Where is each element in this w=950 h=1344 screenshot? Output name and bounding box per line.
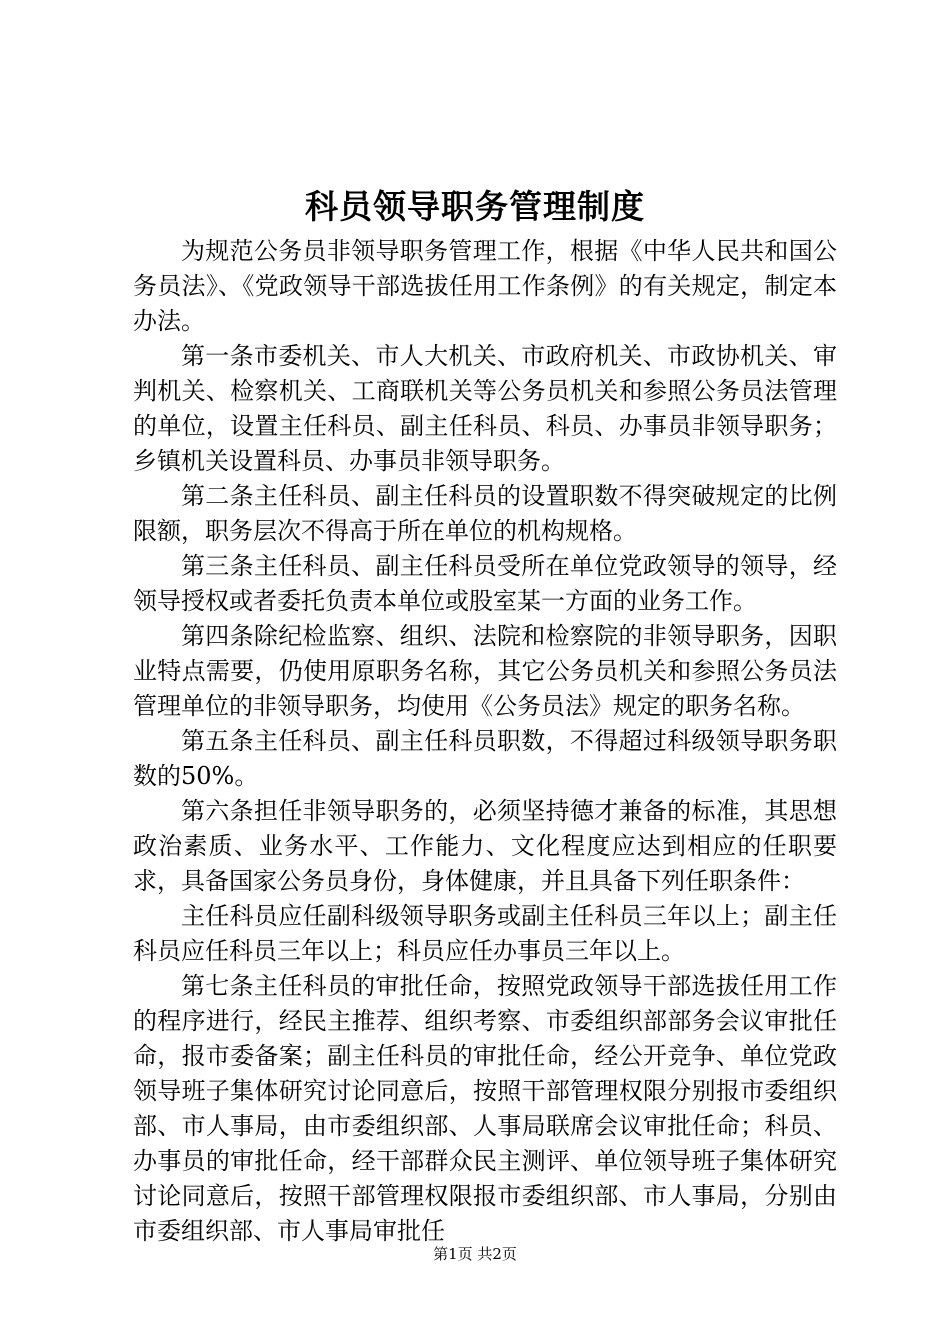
paragraph-preamble: 为规范公务员非领导职务管理工作，根据《中华人民共和国公务员法》、《党政领导干部选拔任用工作条例》的有关规定，制定本办法。: [133, 237, 837, 335]
paragraph-article-1: 第一条市委机关、市人大机关、市政府机关、市政协机关、审判机关、检察机关、工商联机关等公务员机关和参照公务员法管理的单位，设置主任科员、副主任科员、科员、办事员非领导职务；乡镇机关设置科员、办事员非领导职务。: [133, 342, 837, 475]
paragraph-article-4: 第四条除纪检监察、组织、法院和检察院的非领导职务，因职业特点需要，仍使用原职务名称，其它公务员机关和参照公务员法管理单位的非领导职务，均使用《公务员法》规定的职务名称。: [133, 622, 837, 720]
paragraph-article-6-conditions: 主任科员应任副科级领导职务或副主任科员三年以上；副主任科员应任科员三年以上；科员应任办事员三年以上。: [133, 902, 837, 965]
document-body: [133, 234, 837, 1249]
document-title: 科员领导职务管理制度: [305, 187, 645, 226]
paragraph-article-2: 第二条主任科员、副主任科员的设置职数不得突破规定的比例限额，职务层次不得高于所在单位的机构规格。: [133, 482, 837, 545]
paragraph-article-6: 第六条担任非领导职务的，必须坚持德才兼备的标准，其思想政治素质、业务水平、工作能力、文化程度应达到相应的任职要求，具备国家公务员身份，身体健康，并且具备下列任职条件：: [133, 797, 837, 895]
paragraph-article-7: 第七条主任科员的审批任命，按照党政领导干部选拔任用工作的程序进行，经民主推荐、组织考察、市委组织部部务会议审批任命，报市委备案；副主任科员的审批任命，经公开竞争、单位党政领导班子集体研究讨论同意后，按照干部管理权限分别报市委组织部、市人事局，由市委组织部、人事局联席会议审批任命；科员、办事员的审批任命，经干部群众民主测评、单位领导班子集体研究讨论同意后，按照干部管理权限报市委组织部、市人事局，分别由市委组织部、市人事局审批任: [133, 972, 837, 1245]
page-footer: 第1页 共2页: [433, 1245, 517, 1263]
paragraph-article-3: 第三条主任科员、副主任科员受所在单位党政领导的领导，经领导授权或者委托负责本单位或股室某一方面的业务工作。: [133, 552, 837, 615]
paragraph-article-5: 第五条主任科员、副主任科员职数，不得超过科级领导职务职数的50%。: [133, 727, 837, 790]
